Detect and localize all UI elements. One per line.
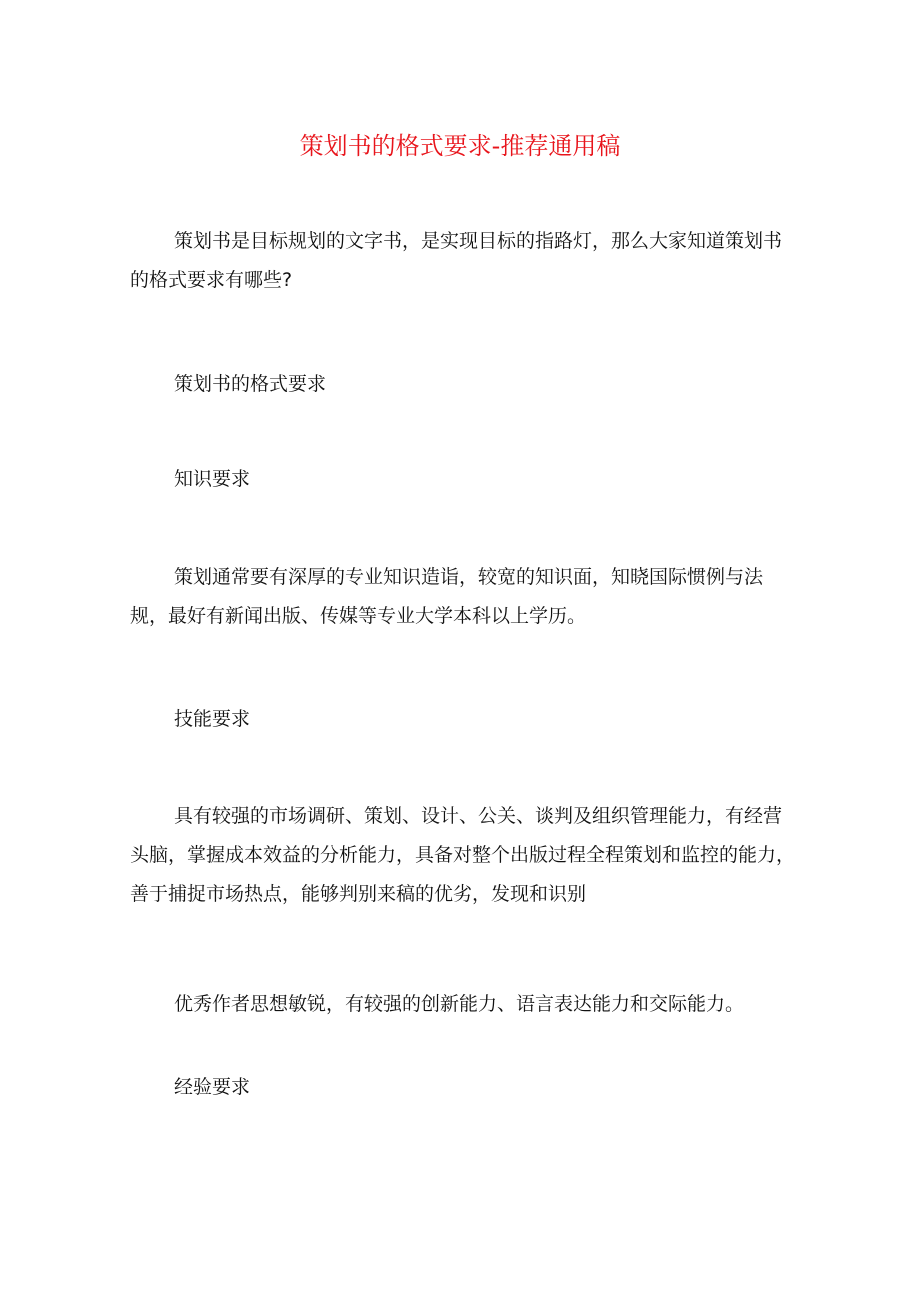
intro-paragraph: 策划书是目标规划的文字书，是实现目标的指路灯，那么大家知道策划书的格式要求有哪些? [130,230,783,291]
section-heading-skills: 技能要求 [174,708,251,730]
author-paragraph: 优秀作者思想敏锐，有较强的创新能力、语言表达能力和交际能力。 [174,993,745,1015]
knowledge-paragraph: 策划通常要有深厚的专业知识造诣，较宽的知识面，知晓国际惯例与法规，最好有新闻出版、传媒等专业大学本科以上学历。 [130,566,764,627]
skills-paragraph: 具有较强的市场调研、策划、设计、公关、谈判及组织管理能力，有经营头脑，掌握成本效益的分析能力，具备对整个出版过程全程策划和监控的能力，善于捕捉市场热点，能够判别来稿的优劣，发现和识别 [130,805,796,905]
section-heading-experience: 经验要求 [174,1076,251,1098]
section-heading-knowledge: 知识要求 [174,468,251,490]
section-heading-format: 策划书的格式要求 [174,373,327,395]
document-title: 策划书的格式要求-推荐通用稿 [299,132,621,160]
